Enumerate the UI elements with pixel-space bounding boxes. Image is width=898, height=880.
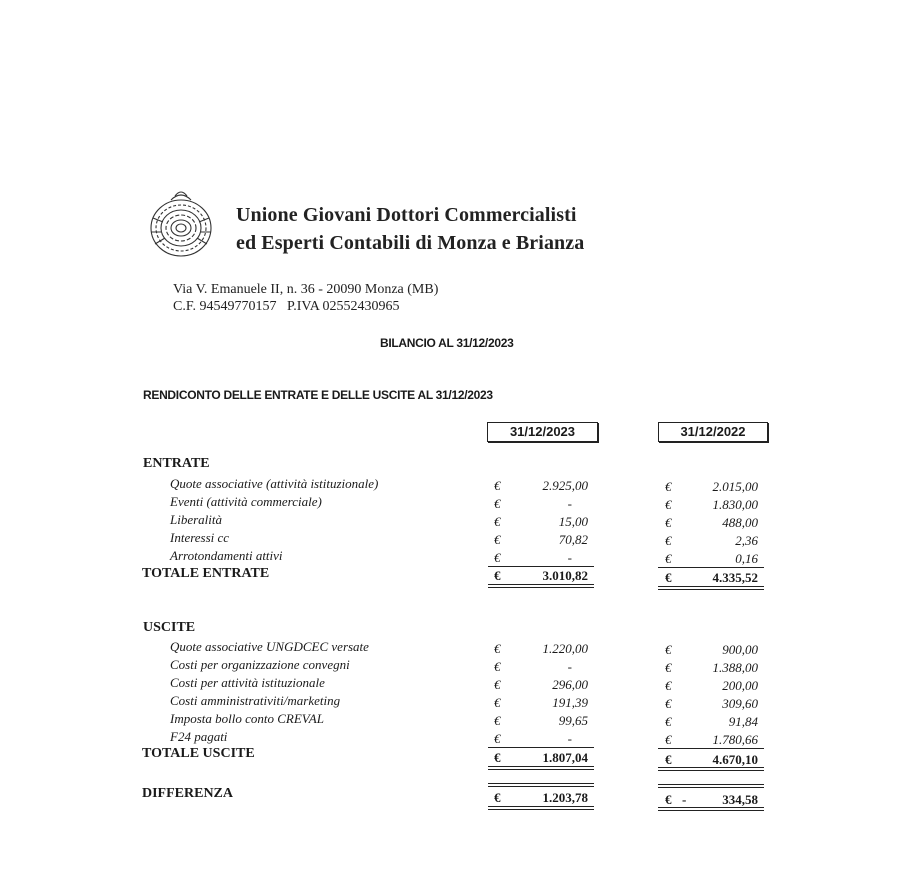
- org-name-line2: ed Esperti Contabili di Monza e Brianza: [236, 232, 585, 254]
- currency-symbol: €: [494, 750, 501, 765]
- line-item-value-2023: 15,00: [558, 514, 588, 529]
- currency-symbol: €: [494, 641, 501, 656]
- differenza-2023: 1.203,78: [542, 790, 588, 805]
- line-item-value-2022: 309,60: [722, 696, 758, 711]
- currency-symbol: €: [665, 660, 672, 675]
- currency-symbol: €: [494, 713, 501, 728]
- differenza-underline: [488, 806, 594, 807]
- line-item-value-2022: 488,00: [722, 515, 758, 530]
- line-item-value-2022: 91,84: [728, 714, 758, 729]
- totale-uscite-label: TOTALE USCITE: [142, 746, 255, 761]
- totale-uscite-2023: 1.807,04: [542, 750, 588, 765]
- differenza-underline: [658, 807, 764, 808]
- differenza-rule: [488, 786, 594, 787]
- line-item-value-2023: 99,65: [558, 713, 588, 728]
- total-underline: [658, 767, 764, 768]
- total-underline: [488, 766, 594, 767]
- totale-entrate-label: TOTALE ENTRATE: [142, 566, 270, 581]
- currency-symbol: €: [494, 496, 501, 511]
- currency-symbol: €: [665, 642, 672, 657]
- line-item-label: Arrotondamenti attivi: [170, 548, 283, 563]
- differenza-label: DIFFERENZA: [142, 786, 234, 801]
- org-address: Via V. Emanuele II, n. 36 - 20090 Monza (MB): [173, 282, 439, 297]
- line-item-value-2023: -: [567, 731, 572, 746]
- currency-symbol: €: [494, 731, 501, 746]
- org-name-line1: Unione Giovani Dottori Commercialisti: [236, 204, 577, 226]
- line-item-value-2022: 1.388,00: [712, 660, 758, 675]
- currency-symbol: €: [494, 478, 501, 493]
- differenza-rule: [658, 787, 764, 788]
- differenza-rule: [488, 783, 594, 784]
- total-underline: [658, 589, 764, 590]
- currency-symbol: €: [665, 533, 672, 548]
- organization-logo: [143, 188, 223, 262]
- differenza-underline: [658, 810, 764, 811]
- line-item-value-2023: 2.925,00: [542, 478, 588, 493]
- line-item-label: Imposta bollo conto CREVAL: [170, 711, 324, 726]
- currency-symbol: €: [665, 479, 672, 494]
- currency-symbol: €: [494, 677, 501, 692]
- total-underline: [488, 584, 594, 585]
- total-underline: [488, 769, 594, 770]
- differenza-2022: 334,58: [722, 792, 758, 807]
- totale-entrate-2022: 4.335,52: [712, 570, 758, 585]
- currency-symbol: €: [665, 696, 672, 711]
- line-item-label: Interessi cc: [170, 530, 230, 545]
- currency-symbol: €: [665, 732, 672, 747]
- column-header-2022: 31/12/2022: [658, 422, 768, 442]
- currency-symbol: €: [494, 790, 501, 805]
- currency-symbol: €: [494, 514, 501, 529]
- entrate-heading: ENTRATE: [143, 456, 210, 471]
- line-item-value-2022: 1.830,00: [712, 497, 758, 512]
- column-header-2023: 31/12/2023: [487, 422, 598, 442]
- line-item-value-2022: 0,16: [735, 551, 758, 566]
- total-rule: [658, 567, 764, 568]
- differenza-rule: [658, 784, 764, 785]
- line-item-value-2023: -: [567, 659, 572, 674]
- uscite-heading: USCITE: [143, 620, 196, 635]
- total-underline: [658, 586, 764, 587]
- line-item-label: Costi per attività istituzionale: [170, 675, 325, 690]
- total-underline: [488, 587, 594, 588]
- doc-title: BILANCIO AL 31/12/2023: [380, 336, 514, 350]
- line-item-value-2023: 191,39: [552, 695, 588, 710]
- section-title: RENDICONTO DELLE ENTRATE E DELLE USCITE AL 31/12/2023: [143, 388, 493, 402]
- line-item-value-2022: 1.780,66: [712, 732, 758, 747]
- line-item-value-2023: -: [567, 496, 572, 511]
- line-item-value-2023: 1.220,00: [542, 641, 588, 656]
- line-item-label: Liberalità: [170, 512, 223, 527]
- line-item-value-2023: 296,00: [552, 677, 588, 692]
- line-item-value-2022: 200,00: [722, 678, 758, 693]
- total-underline: [658, 770, 764, 771]
- line-item-value-2023: 70,82: [558, 532, 588, 547]
- currency-symbol: €: [665, 752, 672, 767]
- total-rule: [488, 566, 594, 567]
- line-item-label: F24 pagati: [170, 729, 228, 744]
- line-item-label: Quote associative UNGDCEC versate: [170, 639, 369, 654]
- differenza-underline: [488, 809, 594, 810]
- currency-symbol: €: [665, 714, 672, 729]
- total-rule: [658, 748, 764, 749]
- currency-symbol: €: [665, 570, 672, 585]
- currency-symbol: €: [665, 551, 672, 566]
- currency-symbol: €: [494, 550, 501, 565]
- line-item-value-2022: 2.015,00: [712, 479, 758, 494]
- line-item-label: Costi per organizzazione convegni: [170, 657, 350, 672]
- currency-symbol: €: [494, 659, 501, 674]
- currency-symbol: €: [665, 497, 672, 512]
- currency-symbol: €: [665, 678, 672, 693]
- differenza-2022-sign: -: [682, 792, 687, 807]
- totale-entrate-2023: 3.010,82: [542, 568, 588, 583]
- currency-symbol: €: [494, 532, 501, 547]
- totale-uscite-2022: 4.670,10: [712, 752, 758, 767]
- line-item-label: Eventi (attività commerciale): [170, 494, 322, 509]
- currency-symbol: €: [494, 695, 501, 710]
- currency-symbol: €: [494, 568, 501, 583]
- line-item-label: Quote associative (attività istituzionale): [170, 476, 379, 491]
- line-item-label: Costi amministrativiti/marketing: [170, 693, 341, 708]
- line-item-value-2023: -: [567, 550, 572, 565]
- line-item-value-2022: 900,00: [722, 642, 758, 657]
- currency-symbol: €: [665, 515, 672, 530]
- total-rule: [488, 747, 594, 748]
- line-item-value-2022: 2,36: [735, 533, 758, 548]
- currency-symbol: €: [665, 792, 672, 807]
- org-tax-ids: C.F. 94549770157 P.IVA 02552430965: [173, 299, 400, 314]
